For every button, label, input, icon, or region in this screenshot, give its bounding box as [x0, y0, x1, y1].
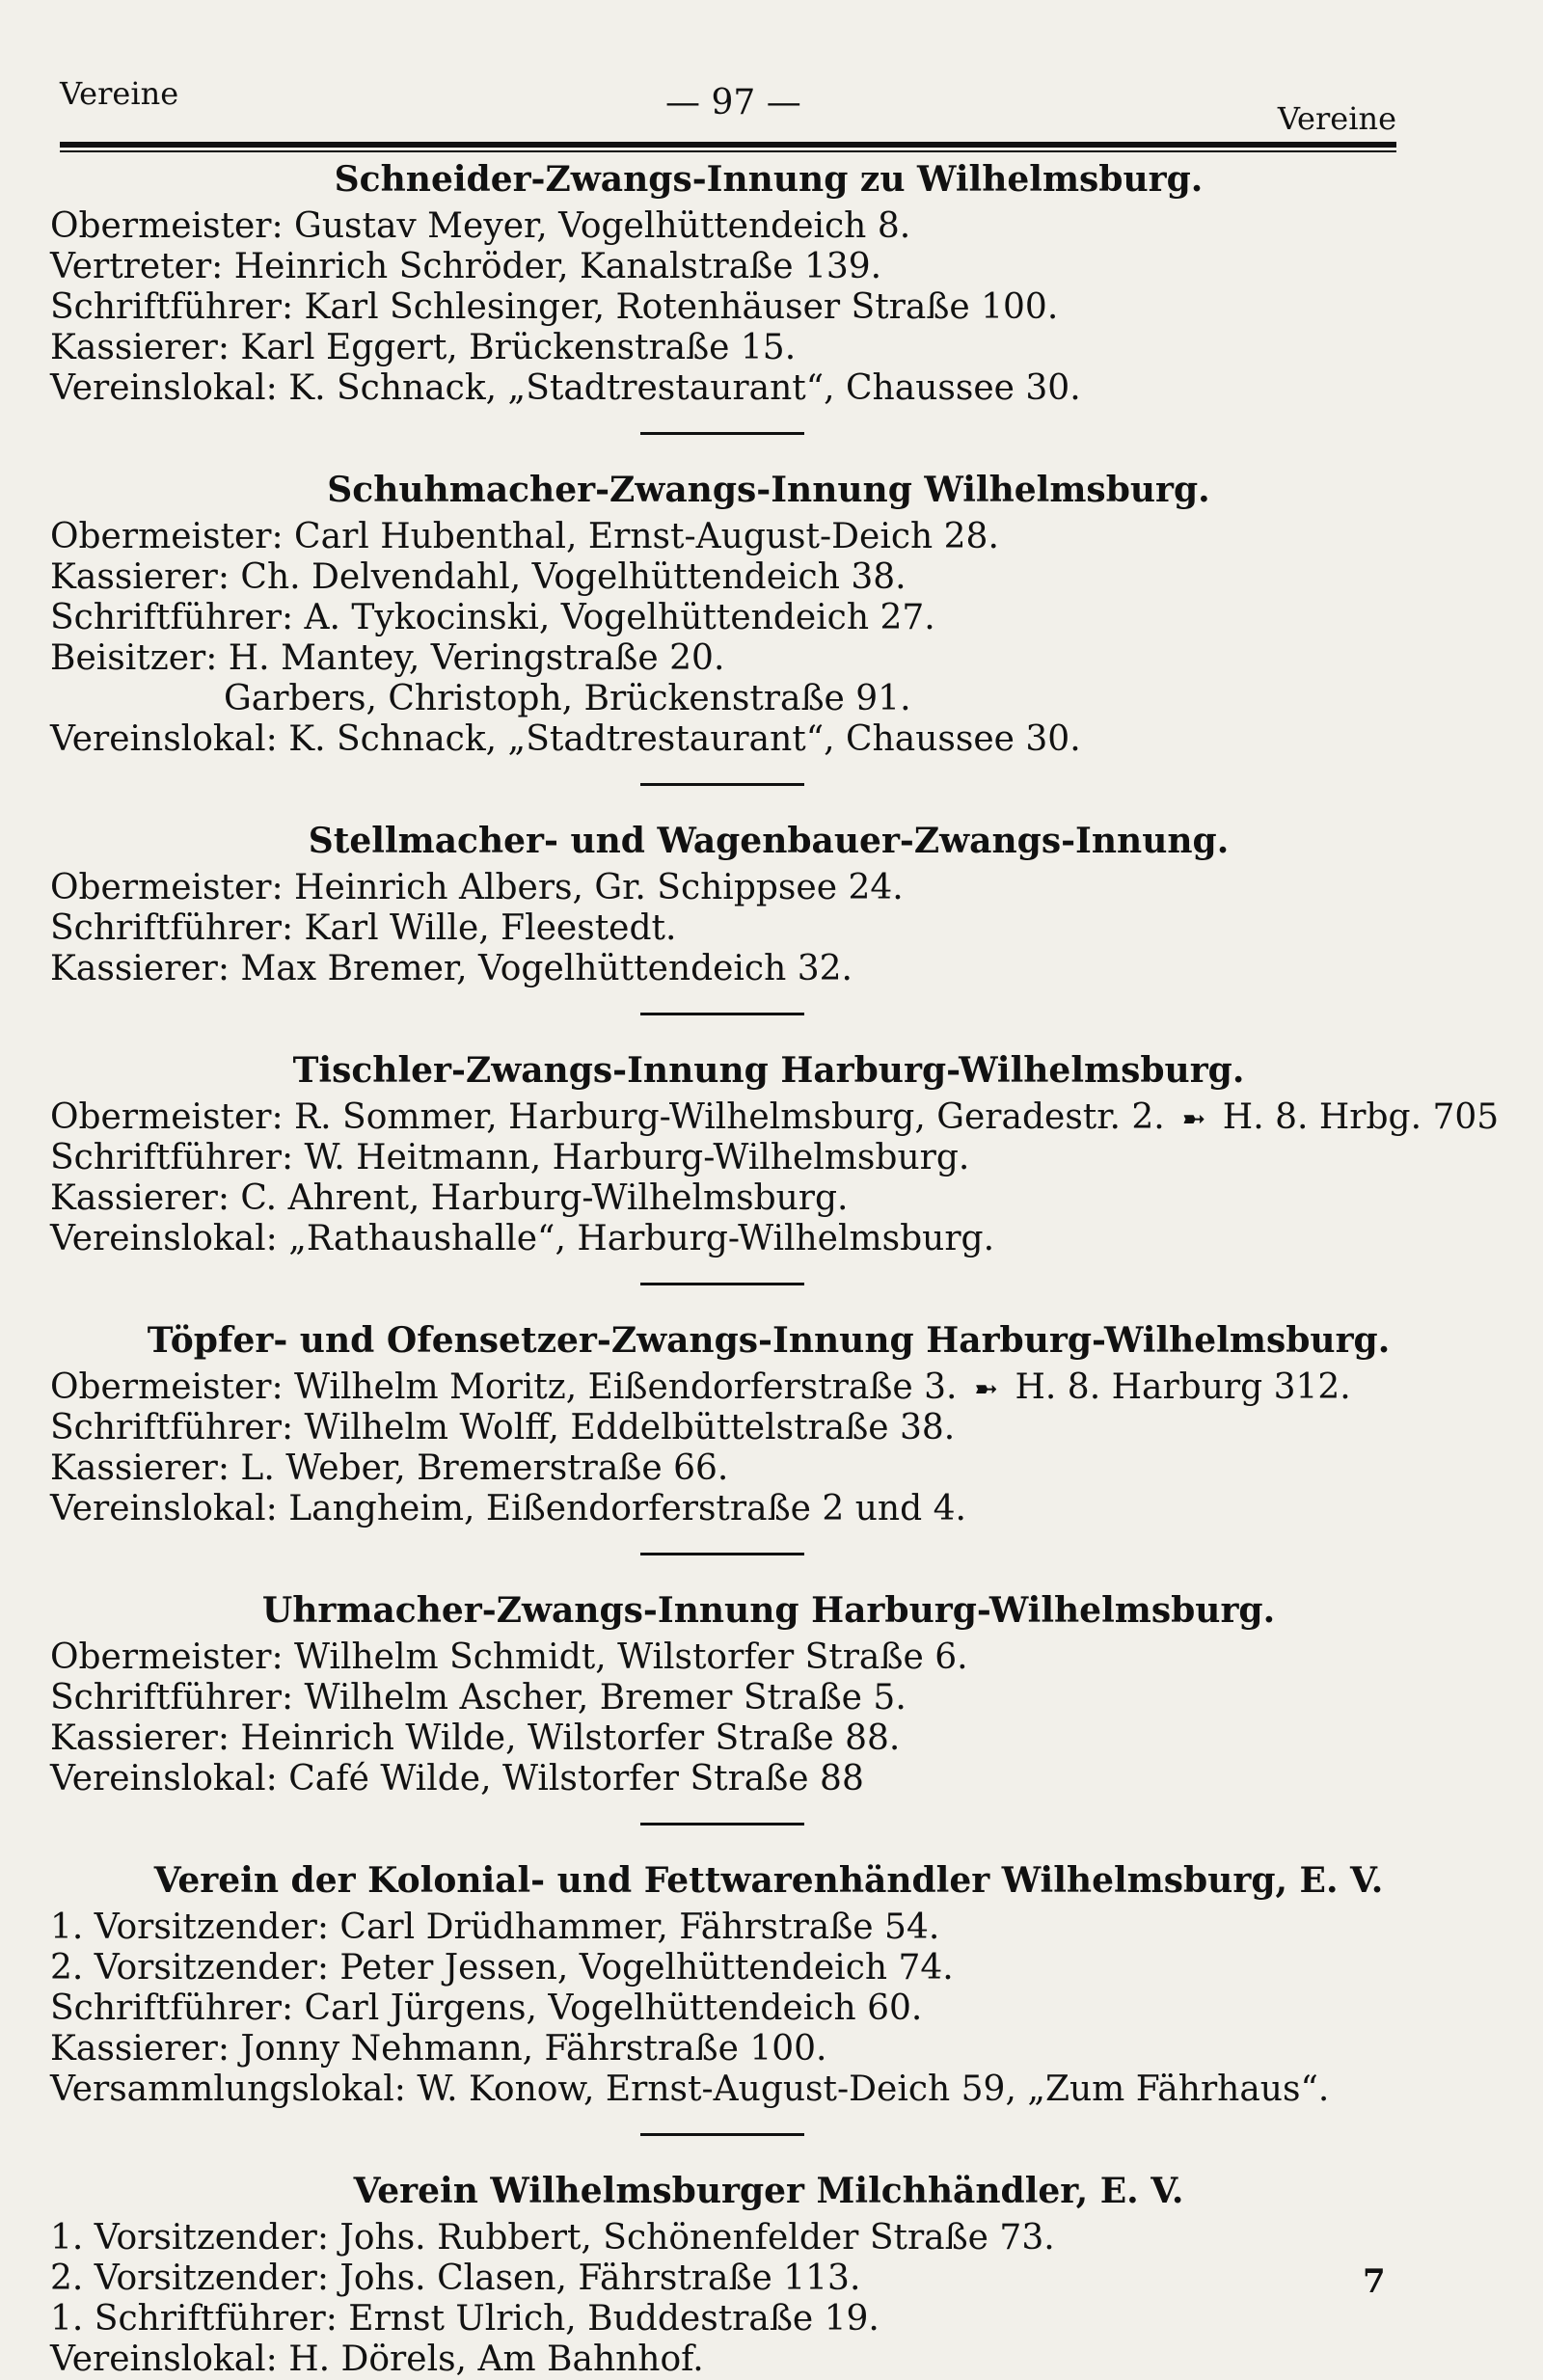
entry-line: Kassierer: L. Weber, Bremerstraße 66. [50, 1448, 729, 1488]
entry-line: Obermeister: Heinrich Albers, Gr. Schippsee 24. [50, 868, 904, 907]
entry-line: 1. Schriftführer: Ernst Ulrich, Buddestraße 19. [50, 2299, 880, 2339]
entry-line: Obermeister: Gustav Meyer, Vogelhüttendeich 8. [50, 206, 911, 246]
entry-line: 2. Vorsitzender: Johs. Clasen, Fährstraße 113. [50, 2258, 861, 2298]
page-number: — 97 — [665, 83, 801, 122]
entry-line: Schriftführer: W. Heitmann, Harburg-Wilhelmsburg. [50, 1138, 970, 1177]
entry-line: Schriftführer: A. Tykocinski, Vogelhüttendeich 27. [50, 598, 935, 637]
entry-line: Schriftführer: Karl Schlesinger, Rotenhäuser Straße 100. [50, 287, 1059, 327]
section-divider [50, 2110, 1400, 2164]
entry-line: Kassierer: C. Ahrent, Harburg-Wilhelmsburg. [50, 1178, 849, 1218]
section-title: Uhrmacher-Zwangs-Innung Harburg-Wilhelmsburg. [261, 1590, 1276, 1631]
entry-text: Obermeister: R. Sommer, Harburg-Wilhelmsburg, Geradestr. 2. [50, 1097, 1165, 1137]
entry-line: Vereinslokal: H. Dörels, Am Bahnhof. [50, 2339, 704, 2379]
section-title: Töpfer- und Ofensetzer-Zwangs-Innung Harburg-Wilhelmsburg. [147, 1320, 1391, 1361]
section-title: Verein der Kolonial- und Fettwarenhändler Wilhelmsburg, E. V. [153, 1860, 1384, 1901]
entry-line: Kassierer: Karl Eggert, Brückenstraße 15. [50, 328, 797, 367]
entry-line: Schriftführer: Wilhelm Ascher, Bremer Straße 5. [50, 1678, 907, 1717]
entry-line: Vertreter: Heinrich Schröder, Kanalstraße 139. [50, 247, 882, 286]
entry-line: Kassierer: Max Bremer, Vogelhüttendeich 32. [50, 949, 853, 988]
section-divider [50, 1259, 1400, 1313]
guild-entry-schuhmacher [50, 463, 1400, 760]
entry-line: Schriftführer: Karl Wille, Fleestedt. [50, 908, 677, 948]
entry-line-obermeister [50, 1367, 1400, 1408]
telephone-number: H. 8. Hrbg. 705 [1222, 1097, 1500, 1137]
entry-line: Vereinslokal: „Rathaushalle“, Harburg-Wilhelmsburg. [50, 1219, 995, 1258]
directory-content [50, 152, 1500, 2380]
entry-line: Vereinslokal: K. Schnack, „Stadtrestaurant“, Chaussee 30. [50, 719, 1081, 759]
guild-entry-toepfer [50, 1313, 1400, 1529]
section-divider [50, 1529, 1400, 1583]
entry-line-continued: Garbers, Christoph, Brückenstraße 91. [224, 679, 911, 718]
entry-line: 1. Vorsitzender: Johs. Rubbert, Schönenfelder Straße 73. [50, 2218, 1055, 2258]
entry-line: Kassierer: Ch. Delvendahl, Vogelhüttendeich 38. [50, 557, 907, 597]
entry-line: Vereinslokal: K. Schnack, „Stadtrestaurant“, Chaussee 30. [50, 368, 1081, 408]
section-title: Tischler-Zwangs-Innung Harburg-Wilhelmsburg. [292, 1050, 1245, 1091]
signature-mark: 7 [1363, 2262, 1386, 2301]
header-rule-thick [60, 142, 1396, 148]
telephone-number: H. 8. Harburg 312. [1015, 1367, 1351, 1407]
section-divider [50, 1799, 1400, 1853]
section-title: Stellmacher- und Wagenbauer-Zwangs-Innung. [308, 821, 1230, 861]
guild-entry-tischler [50, 1043, 1500, 1259]
entry-line: Versammlungslokal: W. Konow, Ernst-August-Deich 59, „Zum Fährhaus“. [50, 2069, 1330, 2109]
telephone-pointer-icon: ➼ [973, 1372, 999, 1406]
telephone-pointer-icon: ➼ [1181, 1102, 1206, 1136]
section-divider [50, 989, 1400, 1043]
entry-line: Beisitzer: H. Mantey, Veringstraße 20. [50, 638, 725, 678]
running-header-left: Vereine [60, 75, 179, 112]
entry-line-obermeister [50, 1097, 1500, 1138]
entry-line: 1. Vorsitzender: Carl Drüdhammer, Fährstraße 54. [50, 1907, 940, 1947]
entry-text: Obermeister: Wilhelm Moritz, Eißendorferstraße 3. [50, 1367, 958, 1407]
section-divider [50, 760, 1400, 814]
entry-line: Obermeister: Carl Hubenthal, Ernst-August-Deich 28. [50, 517, 999, 556]
section-title: Verein Wilhelmsburger Milchhändler, E. V. [353, 2171, 1184, 2211]
section-title: Schneider-Zwangs-Innung zu Wilhelmsburg. [334, 159, 1204, 200]
association-entry-milchhaendler [50, 2164, 1400, 2380]
entry-line: Obermeister: Wilhelm Schmidt, Wilstorfer Straße 6. [50, 1637, 968, 1677]
entry-line: Vereinslokal: Café Wilde, Wilstorfer Straße 88 [50, 1759, 864, 1799]
association-entry-kolonialwaren [50, 1853, 1400, 2110]
guild-entry-schneider [50, 152, 1400, 409]
running-header-right: Vereine [1277, 100, 1396, 137]
entry-line: Kassierer: Heinrich Wilde, Wilstorfer Straße 88. [50, 1718, 901, 1758]
guild-entry-uhrmacher [50, 1583, 1400, 1799]
section-divider [50, 409, 1400, 463]
entry-line: Schriftführer: Wilhelm Wolff, Eddelbüttelstraße 38. [50, 1408, 956, 1447]
entry-line: Schriftführer: Carl Jürgens, Vogelhüttendeich 60. [50, 1988, 923, 2028]
entry-line: Kassierer: Jonny Nehmann, Fährstraße 100. [50, 2029, 827, 2069]
guild-entry-stellmacher [50, 814, 1400, 989]
section-title: Schuhmacher-Zwangs-Innung Wilhelmsburg. [327, 470, 1210, 510]
entry-line: 2. Vorsitzender: Peter Jessen, Vogelhüttendeich 74. [50, 1948, 954, 1988]
entry-line: Vereinslokal: Langheim, Eißendorferstraße 2 und 4. [50, 1489, 966, 1528]
